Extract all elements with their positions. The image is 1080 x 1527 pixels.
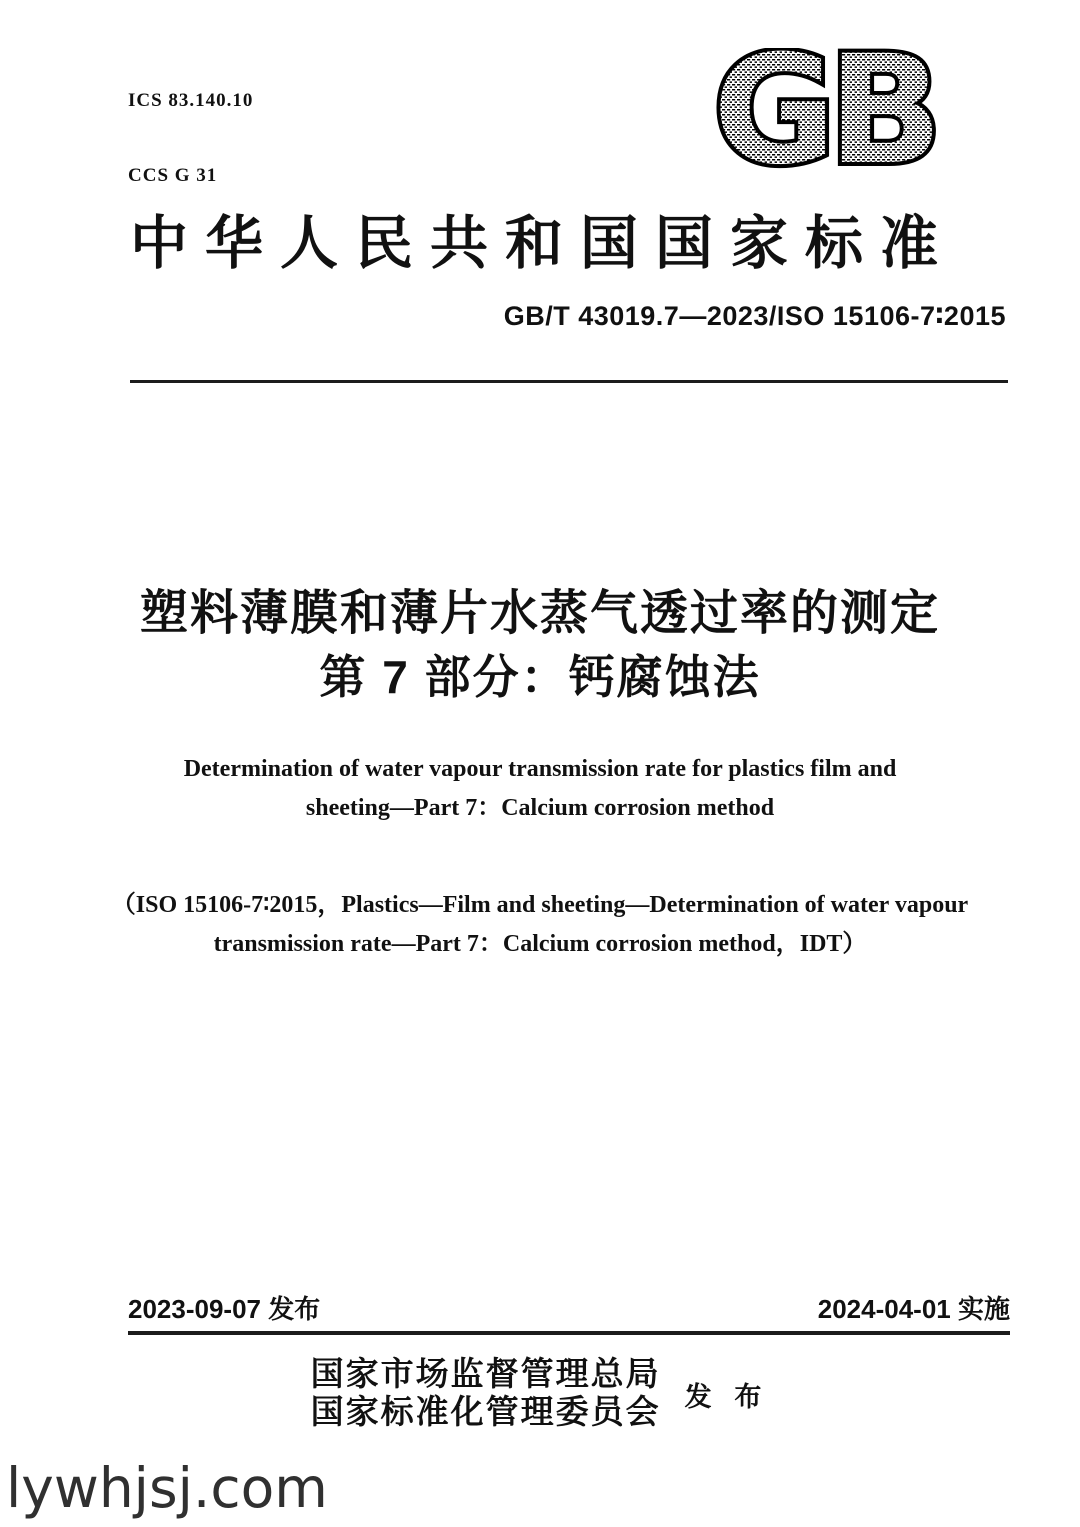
publisher-names	[311, 1356, 661, 1432]
ccs-code: CCS G 31	[128, 165, 218, 186]
national-standard-heading: 中华人民共和国国家标准	[130, 211, 956, 276]
subject-title-en-line2: sheeting—Part 7：Calcium corrosion method	[305, 795, 775, 821]
header-rule	[130, 380, 1008, 383]
ics-code: ICS 83.140.10	[128, 90, 254, 111]
iso-note-line1: （ISO 15106-7∶2015，Plastics—Film and sheeting—Determination of water vapour	[111, 892, 969, 918]
publisher-line1: 国家市场监督管理总局	[310, 1357, 661, 1393]
subject-title-cn-line1: 塑料薄膜和薄片水蒸气透过率的测定	[139, 587, 940, 640]
gb-logo	[712, 48, 952, 180]
subject-title-chinese	[0, 582, 1080, 708]
publisher-block	[0, 1356, 1080, 1432]
implementation-date: 2024-04-01 实施	[817, 1294, 1010, 1324]
subject-title-en-line1: Determination of water vapour transmission rate for plastics film and	[183, 756, 897, 782]
gb-logo-letters: GB	[713, 48, 935, 180]
publisher-line2: 国家标准化管理委员会	[310, 1395, 661, 1431]
footer-rule	[128, 1331, 1010, 1335]
subject-title-english	[0, 750, 1080, 828]
issued-label: 发 布	[684, 1381, 770, 1412]
watermark: lywhjsj.com	[6, 1456, 328, 1520]
subject-title-cn-line2: 第 7 部分：钙腐蚀法	[319, 651, 761, 703]
date-row	[128, 1289, 1010, 1326]
standard-number: GB/T 43019.7—2023/ISO 15106-7∶2015	[503, 301, 1006, 331]
issue-date: 2023-09-07 发布	[128, 1294, 321, 1324]
gb-logo-graphic	[712, 48, 952, 180]
iso-note-line2: transmission rate—Part 7：Calcium corrosion method，IDT）	[213, 931, 867, 957]
iso-adoption-note	[0, 886, 1080, 964]
